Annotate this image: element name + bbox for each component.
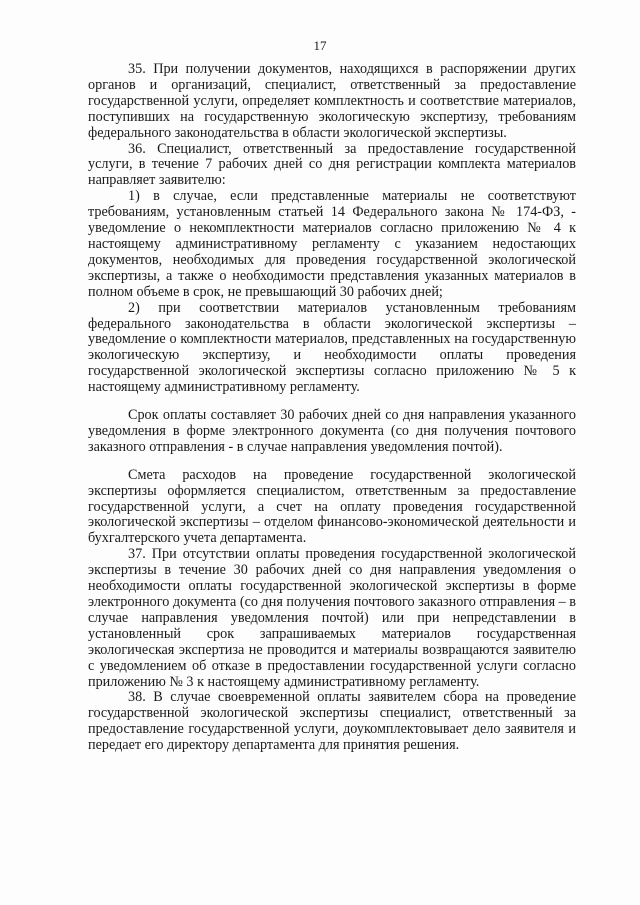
paragraph-36: 36. Специалист, ответственный за предоставление государственной услуги, в течение 7 рабочих дней со дня регистрации комплекта материалов направляет заявителю: (88, 140, 576, 189)
paragraph-38: 38. В случае своевременной оплаты заявителем сбора на проведение государственной экологической экспертизы специалист, ответственный за предоставление государственной услуги, доукомплектовывает дело заявителя и передает его директору департамента для принятия решения. (88, 689, 576, 754)
paragraph-37: 37. При отсутствии оплаты проведения государственной экологической экспертизы в течение 30 рабочих дней со дня направления уведомления о необходимости оплаты государственной экологической экспертизы в форме электронного документа (со дня получения почтового заказного отправления – в случае направления уведомления почтой) или при непредставлении в установленный срок запрашиваемых материалов государственная экологическая экспертиза не проводится и материалы возвращаются заявителю с уведомлением об отказе в предоставлении государственной услуги согласно приложению № 3 к настоящему административному регламенту. (88, 546, 576, 690)
page-number: 17 (313, 38, 327, 53)
paragraph-cost-estimate: Смета расходов на проведение государственной экологической экспертизы оформляется специалистом, ответственным за предоставление государственной услуги, а счет на оплату проведения государственной экологической экспертизы – отделом финансово-экономической деятельности и бухгалтерского учета департамента. (88, 466, 576, 547)
paragraph-payment-term: Срок оплаты составляет 30 рабочих дней со дня направления указанного уведомления в форме электронного документа (со дня получения почтового заказного отправления - в случае направления уведомления почтой). (88, 407, 576, 455)
document-body (88, 62, 576, 754)
paragraph-35: 35. При получении документов, находящихся в распоряжении других органов и организаций, специалист, ответственный за предоставление государственной услуги, определяет комплектность и соответствие материалов, поступивших на государственную экологическую экспертизу, требованиям федерального законодательства в области экологической экспертизы. (88, 61, 576, 141)
paragraph-36-item-2: 2) при соответствии материалов установленным требованиям федерального законодательства в области экологической экспертизы – уведомление о комплектности материалов, представленных на государственную экологическую экспертизу, и необходимости оплаты проведения государственной экологической экспертизы согласно приложению № 5 к настоящему административному регламенту. (88, 299, 576, 396)
paragraph-36-item-1: 1) в случае, если представленные материалы не соответствуют требованиям, установленным статьей 14 Федерального закона № 174-ФЗ, - уведомление о некомплектности материалов согласно приложению № 4 к настоящему административному регламенту с указанием недостающих документов, необходимых для проведения государственной экологической экспертизы, а также о необходимости представления указанных материалов в полном объеме в срок, не превышающий 30 рабочих дней; (88, 188, 576, 300)
